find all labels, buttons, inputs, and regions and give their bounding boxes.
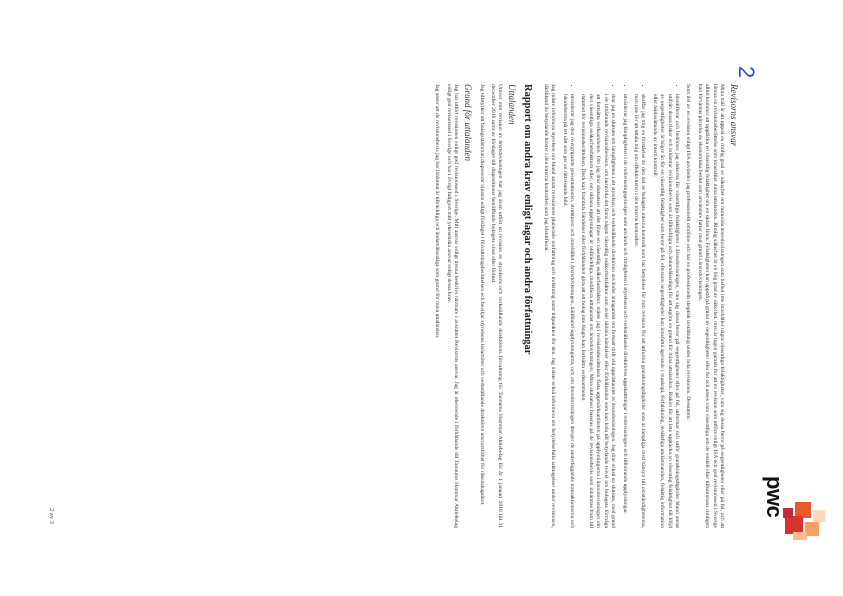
report-body — [429, 84, 739, 528]
list-item: • drar jag en slutsats om lämpligheten i att styrelsen och verkställande direktören använder antagandet om fortsatt drift vid upprättandet av årsredovisningen. Jag drar också en slutsats, med grund i de inhämtade revisionsbevisen, om huruvida det finns någon väsentlig osäkerhetsfaktor som avser sådana händelser eller förhållanden som kan leda till betydande tvivel om bolagets förmåga att fortsätta verksamheten. Om jag drar slutsatsen att det finns en väsentlig osäkerhetsfaktor, måste jag i revisionsberättelsen fästa uppmärksamheten på upplysningarna i årsredovisningen om den väsentliga osäkerhetsfaktorn eller, om sådana upplysningar är otillräckliga, modifiera uttalandet om årsredovisningen. Mina slutsatser baseras på de revisionsbevis som inhämtas fram till datumet för revisionsberättelsen. Dock kan framtida händelser eller förhållanden göra att ett bolag inte längre kan fortsätta verksamheten. — [579, 94, 616, 528]
paragraph: Jag måste informera styrelsen om bland annat revisionens planerade omfattning och inriktning samt tidpunkten för den. Jag måste också informera om betydelsefulla iakttagelser under revisionen, däribland de betydande brister i den interna kontrollen som jag identifierat. — [542, 84, 557, 528]
paragraph: Mina mål är att uppnå en rimlig grad av säkerhet om huruvida årsredovisningen som helhet inte innehåller några väsentliga felaktigheter, vare sig dessa beror på oegentligheter eller på fel, och att lämna en revisionsberättelse som innehåller mina uttalanden. Rimlig säkerhet är en hög grad av säkerhet, men är ingen garanti för att en revision som utförs enligt ISA och god revisionssed i Sverige alltid kommer att upptäcka en väsentlig felaktighet om en sådan finns. Felaktigheter kan uppstå på grund av oegentligheter eller fel och anses vara väsentliga om de enskilt eller tillsammans rimligen kan förväntas påverka de ekonomiska beslut som användare fattar med grund i årsredovisningen. — [696, 84, 725, 528]
logo-square-1 — [813, 510, 825, 522]
paragraph: Jag har utfört revisionen enligt god revisionssed i Sverige. Mitt ansvar enligt denna beskrivs närmare i avsnittet Revisorns ansvar. Jag är oberoende i förhållande till Tannums Hammar Aktiebolag enligt god revisorssed i Sverige och har i övrigt fullgjort mitt yrkesetiska ansvar enligt dessa krav. — [445, 84, 460, 528]
list-item: • utvärderar jag den övergripande presentationen, strukturen och innehållet i årsredovisningen, däribland upplysningarna, och om årsredovisningen återger de underliggande transaktionerna och händelserna på ett sätt som ger en rättvisande bild. — [560, 94, 575, 528]
heading-rapport: Rapport om andra krav enligt lagar och andra författningar — [522, 84, 534, 355]
heading-revisorns-ansvar: Revisorns ansvar — [729, 84, 739, 147]
logo-square-5 — [793, 532, 807, 540]
handwritten-page-mark: 2 — [734, 66, 759, 79]
heading-uttalanden: Uttalanden — [507, 84, 518, 125]
pwc-logo-text: pwc — [762, 476, 787, 518]
list-item: • utvärderar jag lämpligheten i de redovisningsprinciper som används och rimligheten i styrelsens och verkställande direktörens uppskattningar i redovisningen och tillhörande upplysningar. — [620, 94, 627, 528]
list-item: • skaffar jag mig en förståelse av den del av bolagets interna kontroll som har betydelse för min revision för att utforma granskningsåtgärder som är lämpliga med hänsyn till omständigheterna, men inte för att uttala mig om effektiviteten i den interna kontrollen. — [632, 94, 647, 528]
paragraph: Jag anser att de revisionsbevis jag har inhämtat är tillräckliga och ändamålsenliga som grund för mina uttalanden. — [434, 84, 441, 339]
paragraph: Jag tillstyrker att bolagsstämman disponerar vinsten enligt förslaget i förvaltningsberättelsen och beviljar styrelsens ledamöter och verkställande direktören ansvarsfrihet för räkenskapsåret. — [478, 84, 485, 506]
list-item: • identifierar och bedömer jag riskerna för väsentliga felaktigheter i årsredovisningen, vare sig dessa beror på oegentligheter eller på fel, utformar och utför granskningsåtgärder bland annat utifrån dessa risker och inhämtar revisionsbevis som är tillräckliga och ändamålsenliga för att utgöra en grund för mina uttalanden. Risken för att inte upptäcka en väsentlig felaktighet till följd av oegentligheter är högre än för en väsentlig felaktighet som beror på fel, eftersom oegentligheter kan innefatta agerande i maskopi, förfalskning, avsiktliga utelämnanden, felaktig information eller åsidosättande av intern kontroll. — [650, 94, 680, 528]
page-number: 2 av 3 — [48, 508, 55, 524]
heading-grund: Grund för uttalanden — [463, 84, 474, 162]
logo-square-2 — [805, 522, 819, 536]
paragraph: Utöver min revision av årsredovisningen har jag även utfört en revision av styrelsens och verkställande direktörens förvaltning för Tannums Hammar Aktiebolag för år 1 januari 2016 till 31 december 2016 samt av förslaget till dispositioner beträffande bolagets vinst eller förlust. — [490, 84, 504, 528]
responsibility-list — [560, 84, 680, 528]
paragraph: Som del av en revision enligt ISA använder jag professionellt omdöme och har en professionellt skeptisk inställning under hela revisionen. Dessutom: — [685, 84, 692, 421]
